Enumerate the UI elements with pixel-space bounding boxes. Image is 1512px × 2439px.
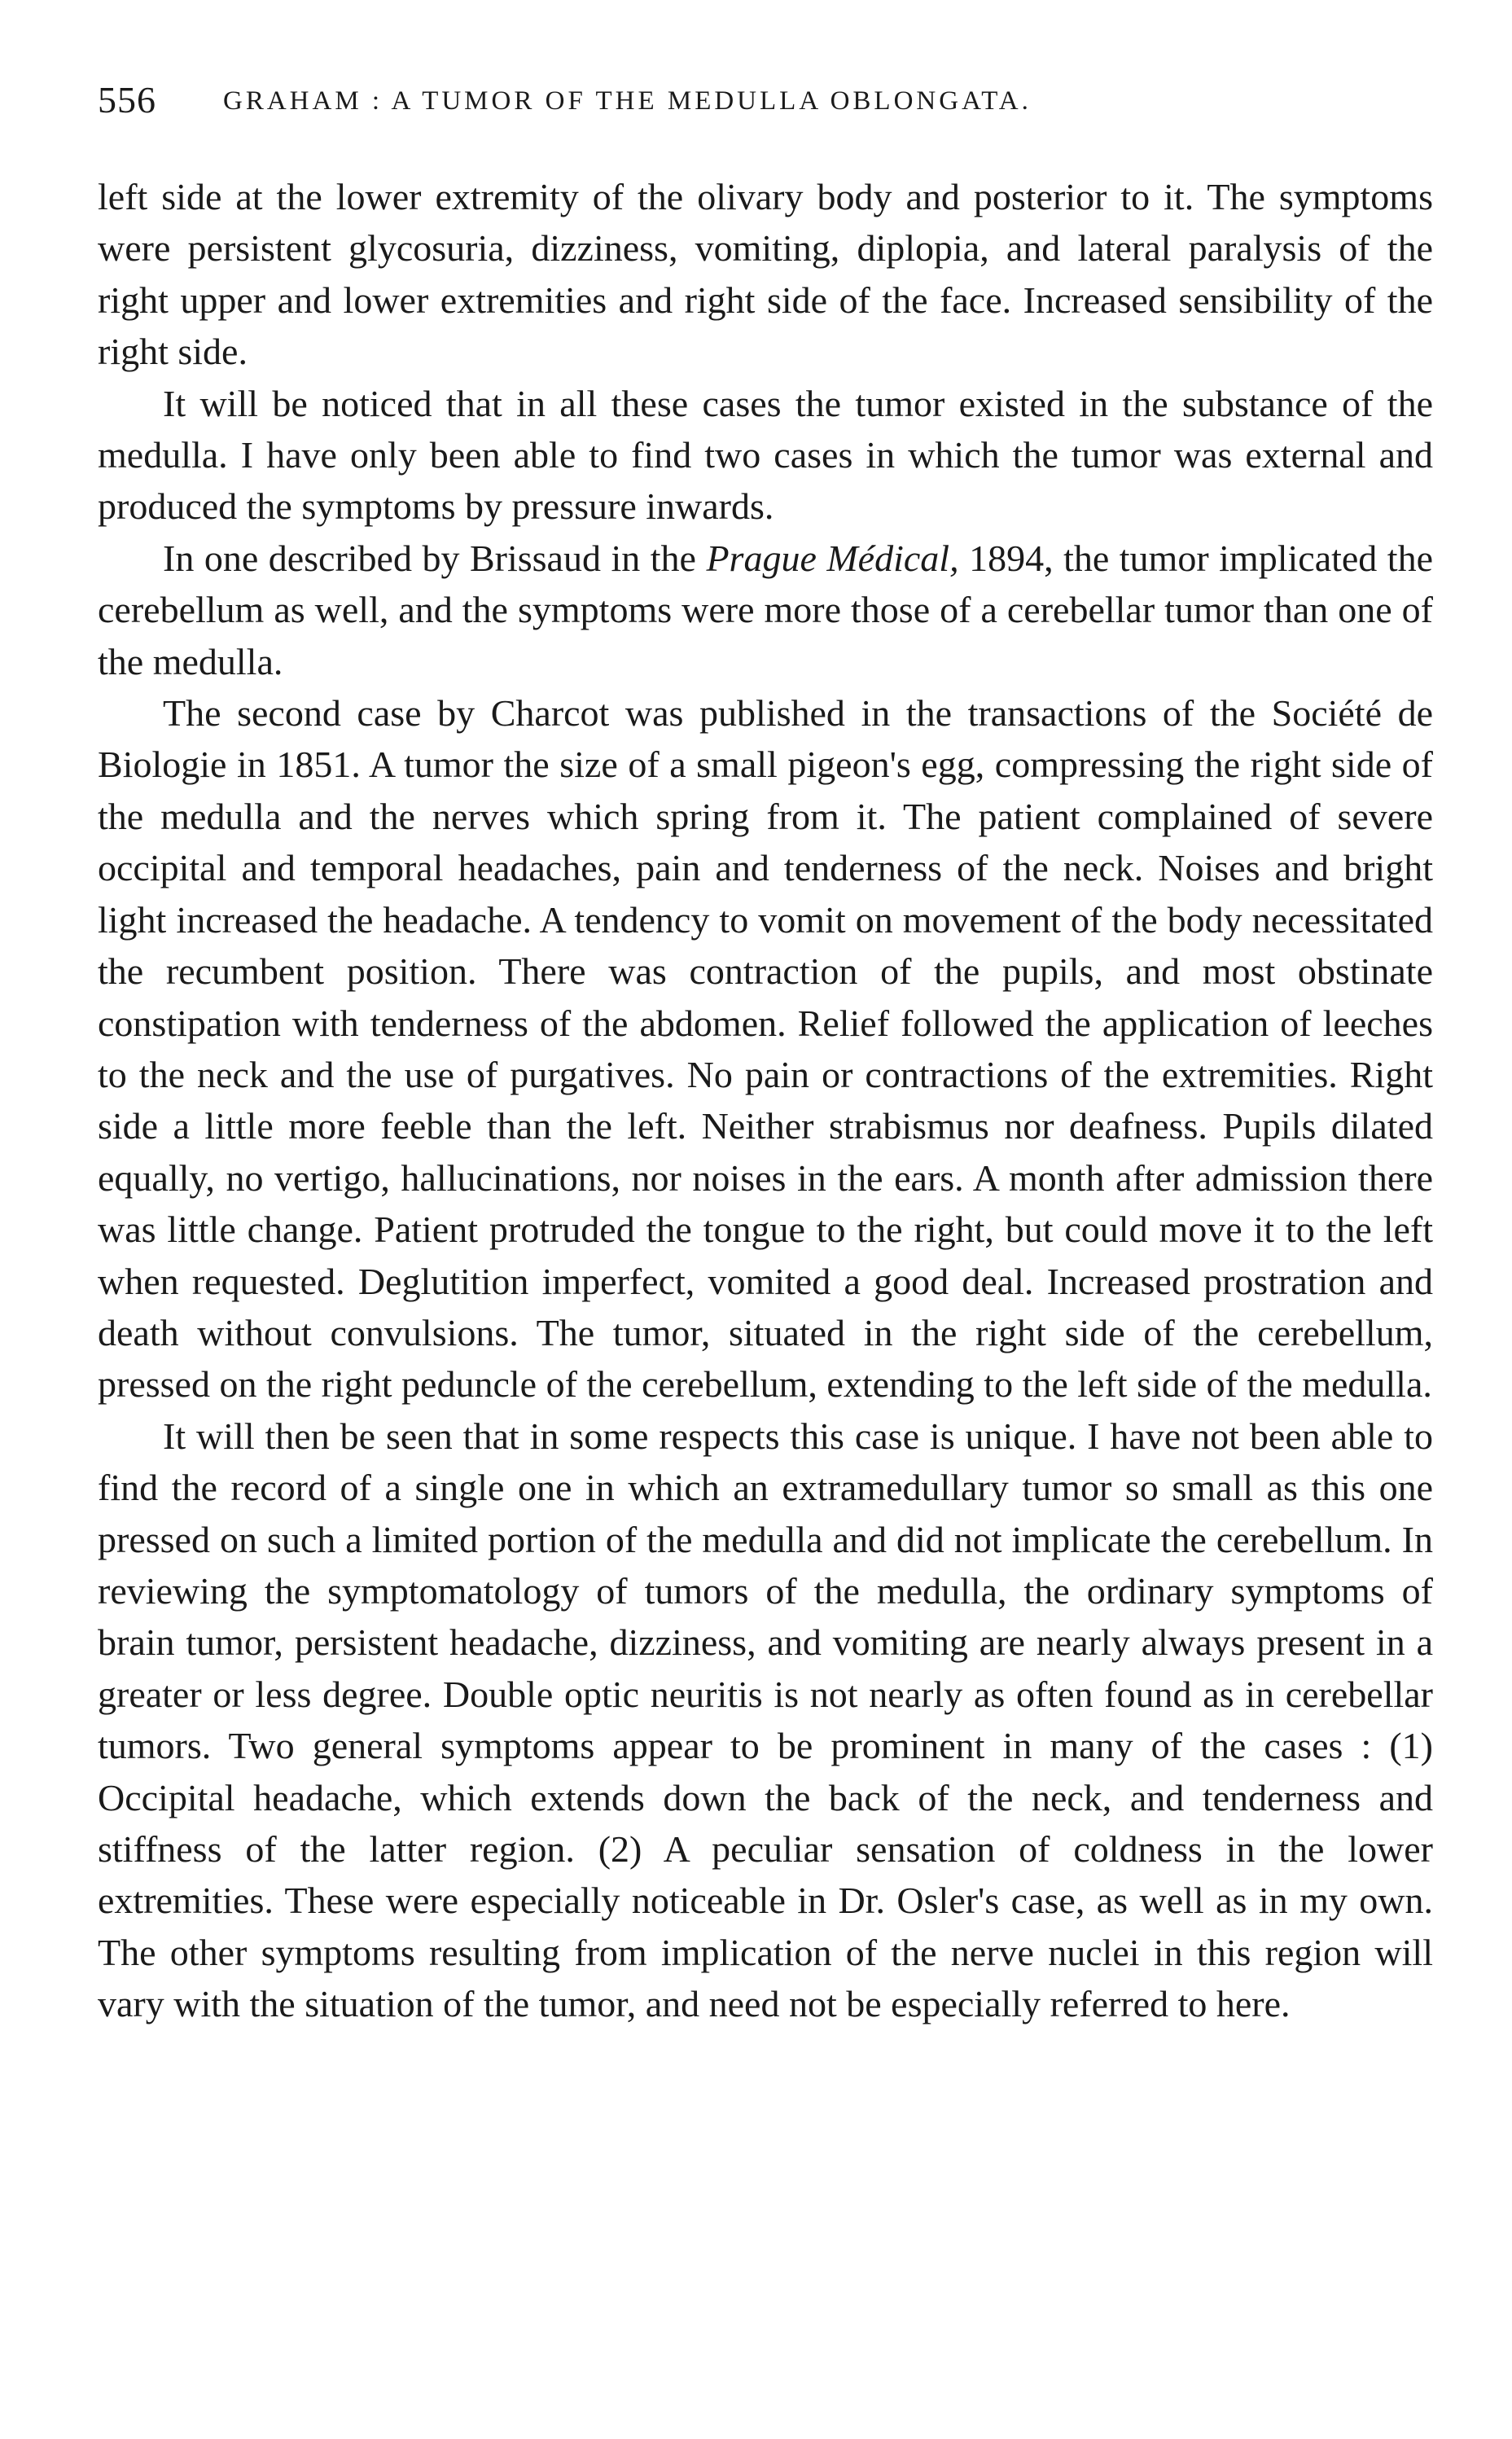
page-number: 556 [98, 79, 156, 121]
running-title: GRAHAM : A TUMOR OF THE MEDULLA OBLONGATA. [223, 86, 1032, 116]
paragraph-3-after: 1894, the tumor implicated the cerebellum as well, and the symptoms were more those of a cerebellar tumor than one of the medulla. [98, 537, 1434, 682]
body-text [98, 171, 1433, 2030]
paragraph-2: It will be noticed that in all these cases the tumor existed in the substance of the medulla. I have only been able to find two cases in which the tumor was external and produced the symptoms by pressure inwards. [98, 382, 1433, 528]
running-header [98, 78, 1433, 143]
journal-citation: Prague Médical, [706, 537, 959, 579]
paragraph-5: It will then be seen that in some respects this case is unique. I have not been able to find the record of a single one in which an extramedullary tumor so small as this one pressed on such a limited portion of the medulla and did not implicate the cerebellum. In reviewing the symptomatology of tumors of the medulla, the ordinary symptoms of brain tumor, persistent headache, dizziness, and vomiting are nearly always present in a greater or less degree. Double optic neuritis is not nearly as often found as in cerebellar tumors. Two general symptoms appear to be prominent in many of the cases : (1) Occipital headache, which extends down the back of the neck, and tenderness and stiffness of the latter region. (2) A peculiar sensation of coldness in the lower extremities. These were especially noticeable in Dr. Osler's case, as well as in my own. The other symptoms resulting from implication of the nerve nuclei in this region will vary with the situation of the tumor, and need not be especially referred to here. [98, 1415, 1433, 2025]
paragraph-4: The second case by Charcot was published in the transactions of the Société de Biologie in 1851. A tumor the size of a small pigeon's egg, compressing the right side of the medulla and the nerves which spring from it. The patient complained of severe occipital and temporal headaches, pain and tenderness of the neck. Noises and bright light increased the headache. A tendency to vomit on movement of the body necessitated the recumbent position. There was contraction of the pupils, and most obstinate constipation with tenderness of the abdomen. Relief followed the application of leeches to the neck and the use of purgatives. No pain or contractions of the extremities. Right side a little more feeble than the left. Neither strabismus nor deafness. Pupils dilated equally, no vertigo, hallucinations, nor noises in the ears. A month after admission there was little change. Patient protruded the tongue to the right, but could move it to the left when requested. Deglutition imperfect, vomited a good deal. Increased prostration and death without convulsions. The tumor, situated in the right side of the cerebellum, pressed on the right peduncle of the cerebellum, extending to the left side of the medulla. [98, 692, 1433, 1406]
paragraph-1: left side at the lower extremity of the olivary body and posterior to it. The symptoms were persistent glycosuria, dizziness, vomiting, diplopia, and lateral paralysis of the right upper and lower extremities and right side of the face. Increased sensibility of the right side. [98, 176, 1433, 373]
paragraph-3-before: In one described by Brissaud in the [163, 537, 707, 579]
document-page [98, 78, 1433, 2030]
paragraph-3 [98, 533, 1433, 687]
